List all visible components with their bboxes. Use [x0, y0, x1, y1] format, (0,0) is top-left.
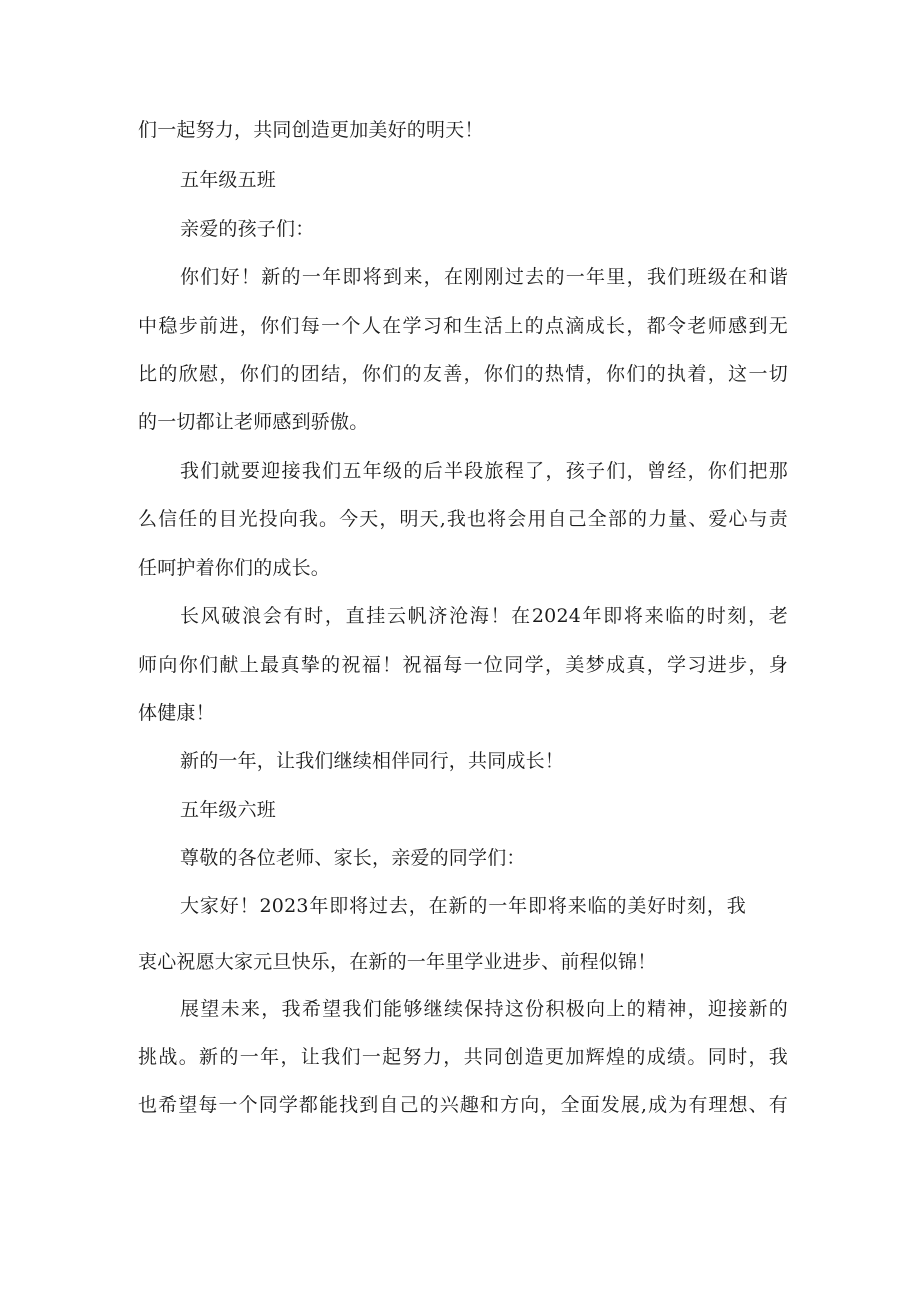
section-heading: 五年级五班: [180, 169, 277, 191]
text-line: 长风破浪会有时，直挂云帆济沧海！在2024年即将来临的时刻，老: [180, 605, 788, 627]
text-line: 展望未来，我希望我们能够继续保持这份积极向上的精神，迎接新的: [180, 998, 788, 1020]
text-line: 新的一年，让我们继续相伴同行，共同成长！: [180, 750, 565, 772]
text-line: 比的欣慰，你们的团结，你们的友善，你们的热情，你们的执着，这一切: [138, 363, 788, 385]
salutation: 尊敬的各位老师、家长，亲爱的同学们：: [180, 847, 526, 869]
text-line: 中稳步前进，你们每一个人在学习和生活上的点滴成长，都令老师感到无: [138, 315, 788, 337]
section-heading: 五年级六班: [180, 799, 277, 821]
text-line: 任呵护着你们的成长。: [138, 557, 331, 579]
text-line: 挑战。新的一年，让我们一起努力，共同创造更加辉煌的成绩。同时，我: [138, 1046, 788, 1068]
text-line: 们一起努力，共同创造更加美好的明天！: [138, 119, 484, 141]
text-line: 你们好！新的一年即将到来，在刚刚过去的一年里，我们班级在和谐: [180, 266, 788, 288]
text-line: 也希望每一个同学都能找到自己的兴趣和方向，全面发展,成为有理想、有: [138, 1094, 788, 1116]
text-line: 师向你们献上最真挚的祝福！祝福每一位同学，美梦成真，学习进步，身: [138, 654, 788, 676]
salutation: 亲爱的孩子们：: [180, 218, 315, 240]
text-line: 体健康！: [138, 702, 215, 724]
text-line: 么信任的目光投向我。今天，明天,我也将会用自己全部的力量、爱心与责: [138, 508, 788, 530]
text-line: 衷心祝愿大家元旦快乐，在新的一年里学业进步、前程似锦！: [138, 951, 657, 973]
text-line: 我们就要迎接我们五年级的后半段旅程了，孩子们，曾经，你们把那: [180, 460, 788, 482]
text-line: 大家好！2023年即将过去，在新的一年即将来临的美好时刻，我: [180, 895, 746, 917]
text-line: 的一切都让老师感到骄傲。: [138, 411, 369, 433]
